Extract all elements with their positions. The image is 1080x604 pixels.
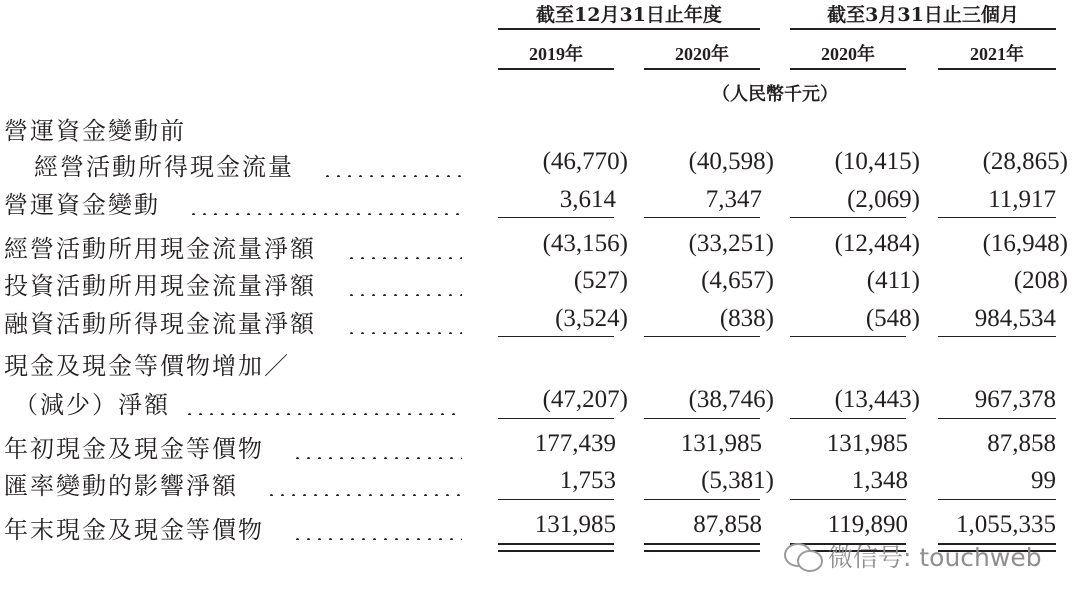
subtotal-rule [790, 336, 906, 337]
row-label: 匯率變動的影響淨額 [4, 472, 238, 500]
header-quarterly-rule [790, 28, 1056, 30]
year-header-2021-quarter: 2021年 [970, 44, 1024, 64]
row-label: 年初現金及現金等價物 [4, 435, 264, 463]
year-rule-1 [498, 68, 614, 70]
dot-leader [292, 457, 462, 459]
row-label: 經營活動所得現金流量 [34, 153, 294, 181]
cell-value: (28,865) [982, 148, 1068, 175]
cell-value: (411) [866, 267, 920, 294]
cell-value: (10,415) [834, 148, 920, 175]
cell-value: (47,207) [542, 386, 628, 413]
cell-value: (838) [719, 305, 774, 332]
cell-value: (527) [573, 267, 628, 294]
subtotal-rule [790, 217, 906, 218]
cell-value: (12,484) [834, 230, 920, 257]
subtotal-rule [790, 418, 906, 419]
cell-value: (548) [865, 305, 920, 332]
cell-value: 1,753 [559, 467, 616, 494]
subtotal-rule [790, 499, 906, 500]
cell-value: 131,985 [534, 511, 616, 538]
subtotal-rule [644, 336, 760, 337]
cell-value: 967,378 [974, 386, 1056, 413]
total-double-rule [644, 543, 760, 552]
subtotal-rule [938, 499, 1056, 500]
subtotal-rule [498, 499, 614, 500]
cell-value: 3,614 [559, 186, 616, 213]
row-label: 經營活動所用現金流量淨額 [4, 235, 316, 263]
row-label: 營運資金變動前 [4, 117, 186, 145]
year-rule-2 [644, 68, 760, 70]
year-header-2020-quarter: 2020年 [821, 44, 875, 64]
dot-leader [322, 175, 462, 177]
cell-value: 131,985 [680, 430, 762, 457]
year-rule-4 [938, 68, 1056, 70]
dot-leader [292, 538, 462, 540]
year-header-2020-annual: 2020年 [675, 44, 729, 64]
watermark-text: 微信号: touchweb [828, 543, 1042, 572]
dot-leader [184, 413, 462, 415]
row-label: 投資活動所用現金流量淨額 [4, 272, 316, 300]
watermark [784, 538, 1042, 574]
cell-value: 87,858 [693, 511, 762, 538]
subtotal-rule [498, 336, 614, 337]
row-label: （減少）淨額 [14, 391, 170, 419]
header-period-quarterly: 截至3月31日止三個月 [827, 4, 1019, 26]
subtotal-rule [938, 418, 1056, 419]
header-period-annual: 截至12月31日止年度 [536, 4, 722, 26]
cell-value: (40,598) [688, 148, 774, 175]
header-annual-rule [498, 28, 760, 30]
dot-leader [346, 294, 462, 296]
cell-value: (33,251) [688, 230, 774, 257]
cell-value: 984,534 [974, 305, 1056, 332]
row-label: 年末現金及現金等價物 [4, 516, 264, 544]
dot-leader [346, 332, 462, 334]
subtotal-rule [498, 217, 614, 218]
cell-value: 99 [1031, 467, 1056, 494]
cell-value: 177,439 [534, 430, 616, 457]
cell-value: (16,948) [982, 230, 1068, 257]
cell-value: (38,746) [688, 386, 774, 413]
cell-value: (5,381) [701, 467, 774, 494]
subtotal-rule [938, 336, 1056, 337]
cell-value: 119,890 [827, 511, 908, 538]
subtotal-rule [644, 418, 760, 419]
cell-value: (2,069) [847, 186, 920, 213]
row-label: 現金及現金等價物增加／ [4, 352, 290, 380]
dot-leader [188, 213, 462, 215]
row-label: 營運資金變動 [4, 191, 160, 219]
wechat-icon [784, 541, 822, 571]
total-double-rule [498, 543, 614, 552]
dot-leader [346, 257, 462, 259]
row-label: 融資活動所得現金流量淨額 [4, 310, 316, 338]
subtotal-rule [644, 217, 760, 218]
cell-value: (3,524) [555, 305, 628, 332]
cell-value: 1,348 [851, 467, 908, 494]
cell-value: (46,770) [542, 148, 628, 175]
cell-value: 11,917 [988, 186, 1056, 213]
cell-value: 1,055,335 [956, 511, 1056, 538]
cell-value: (4,657) [701, 267, 774, 294]
cell-value: (208) [1013, 267, 1068, 294]
cell-value: 131,985 [826, 430, 908, 457]
cell-value: 7,347 [705, 186, 762, 213]
currency-unit: （人民幣千元） [712, 84, 838, 105]
year-header-2019: 2019年 [529, 44, 583, 64]
subtotal-rule [644, 499, 760, 500]
year-rule-3 [790, 68, 906, 70]
cell-value: 87,858 [987, 430, 1056, 457]
subtotal-rule [938, 217, 1056, 218]
cell-value: (43,156) [542, 230, 628, 257]
subtotal-rule [498, 418, 614, 419]
cell-value: (13,443) [834, 386, 920, 413]
dot-leader [266, 494, 462, 496]
